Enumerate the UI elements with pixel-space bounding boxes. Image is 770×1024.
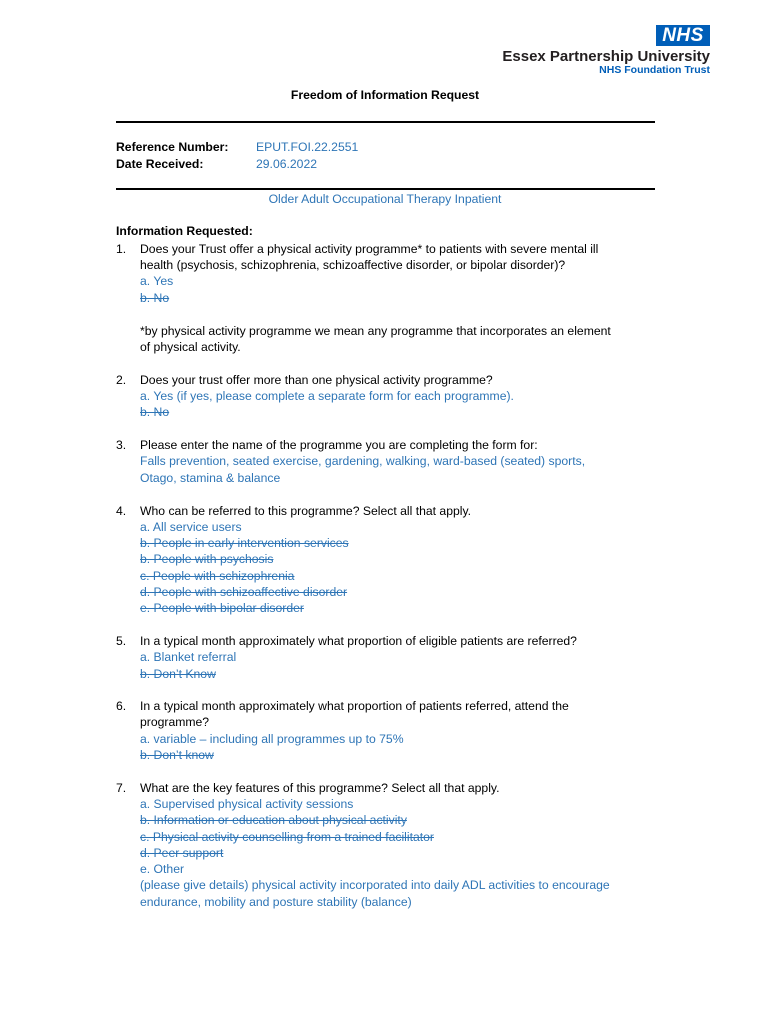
answer-option-struck: e. People with bipolar disorder [140, 601, 304, 615]
question-text: In a typical month approximately what proportion of eligible patients are referred? [140, 634, 577, 648]
question-number: 5. [116, 634, 127, 648]
answer-option-struck: c. Physical activity counselling from a trained facilitator [140, 830, 434, 844]
org-subtitle: NHS Foundation Trust [599, 64, 710, 76]
question-number: 1. [116, 242, 127, 256]
answer-option: a. variable – including all programmes up to 75% [140, 732, 404, 746]
answer-text: Falls prevention, seated exercise, gardening, walking, ward-based (seated) sports, [140, 454, 586, 468]
answer-option-struck: b. Don’t Know [140, 667, 216, 681]
answer-option-struck: b. People with psychosis [140, 552, 274, 566]
divider-top [116, 121, 655, 123]
nhs-logo: NHS [656, 25, 710, 46]
date-received-value: 29.06.2022 [256, 157, 317, 171]
question-number: 7. [116, 781, 127, 795]
question-number: 3. [116, 438, 127, 452]
date-received-label: Date Received: [116, 157, 204, 171]
answer-option-struck: b. Don’t know [140, 748, 214, 762]
divider-middle [116, 188, 655, 190]
answer-text: Otago, stamina & balance [140, 471, 281, 485]
answer-details: endurance, mobility and posture stability (balance) [140, 895, 412, 909]
answer-details: (please give details) physical activity incorporated into daily ADL activities to encourage [140, 878, 610, 892]
answer-option: a. Blanket referral [140, 650, 237, 664]
answer-option: e. Other [140, 862, 185, 876]
question-text: Who can be referred to this programme? Select all that apply. [140, 504, 472, 518]
answer-option-struck: b. No [140, 405, 170, 419]
question-note: of physical activity. [140, 340, 241, 354]
document-title: Freedom of Information Request [290, 88, 480, 102]
reference-number-label: Reference Number: [116, 140, 229, 154]
request-subject: Older Adult Occupational Therapy Inpatient [268, 192, 502, 206]
question-text: programme? [140, 715, 210, 729]
question-text: Does your trust offer more than one physical activity programme? [140, 373, 493, 387]
information-requested-heading: Information Requested: [116, 224, 253, 238]
question-number: 2. [116, 373, 127, 387]
answer-option: a. Supervised physical activity sessions [140, 797, 354, 811]
org-name: Essex Partnership University [502, 48, 710, 65]
answer-option: a. All service users [140, 520, 242, 534]
question-note: *by physical activity programme we mean any programme that incorporates an element [140, 324, 611, 338]
reference-number-value: EPUT.FOI.22.2551 [256, 140, 359, 154]
answer-option-struck: b. People in early intervention services [140, 536, 349, 550]
question-text: Does your Trust offer a physical activity programme* to patients with severe mental ill [140, 242, 599, 256]
answer-option-struck: b. Information or education about physical activity [140, 813, 407, 827]
question-text: In a typical month approximately what proportion of patients referred, attend the [140, 699, 569, 713]
answer-option: a. Yes [140, 274, 174, 288]
answer-option-struck: c. People with schizophrenia [140, 569, 295, 583]
answer-option-struck: d. Peer support [140, 846, 224, 860]
question-number: 4. [116, 504, 127, 518]
question-text: health (psychosis, schizophrenia, schizoaffective disorder, or bipolar disorder)? [140, 258, 566, 272]
answer-option-struck: b. No [140, 291, 170, 305]
question-number: 6. [116, 699, 127, 713]
question-text: What are the key features of this programme? Select all that apply. [140, 781, 500, 795]
answer-option: a. Yes (if yes, please complete a separate form for each programme). [140, 389, 514, 403]
answer-option-struck: d. People with schizoaffective disorder [140, 585, 348, 599]
question-text: Please enter the name of the programme you are completing the form for: [140, 438, 538, 452]
